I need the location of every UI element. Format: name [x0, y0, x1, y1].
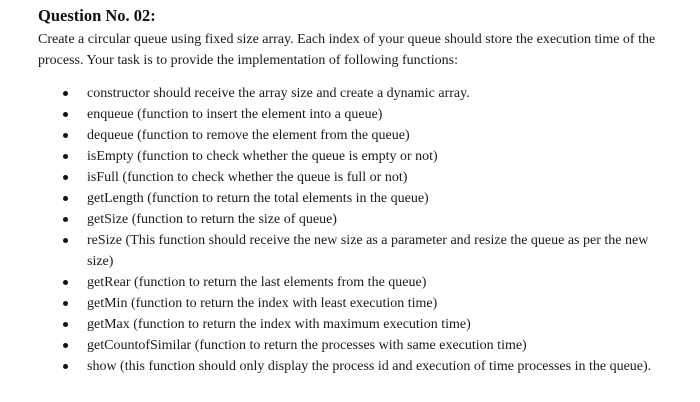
bullet-icon	[63, 196, 68, 201]
list-item	[38, 335, 654, 356]
list-item	[38, 230, 654, 272]
list-item-text: getSize (function to return the size of queue)	[87, 212, 337, 227]
bullet-icon	[63, 322, 68, 327]
list-item-text: reSize (This function should receive the new size as a parameter and resize the queue as per the new size)	[87, 233, 649, 269]
list-item	[38, 314, 654, 335]
list-item-text: isFull (function to check whether the queue is full or not)	[87, 170, 408, 185]
list-item	[38, 146, 654, 167]
bullet-icon	[63, 112, 68, 117]
bullet-icon	[63, 343, 68, 348]
question-heading: Question No. 02:	[38, 6, 156, 25]
list-item-text: getRear (function to return the last elements from the queue)	[87, 275, 427, 290]
list-item-text: getCountofSimilar (function to return the processes with same execution time)	[87, 338, 527, 353]
bullet-icon	[63, 154, 68, 159]
list-item	[38, 293, 654, 314]
list-item	[38, 83, 654, 104]
list-item	[38, 167, 654, 188]
list-item	[38, 188, 654, 209]
question-intro: Create a circular queue using fixed size array. Each index of your queue should store the execution time of the process. Your task is to provide the implementation of following functions:	[38, 32, 656, 68]
list-item-text: show (this function should only display the process id and execution of time processes in the queue).	[87, 359, 652, 374]
list-item	[38, 104, 654, 125]
list-item-text: getMax (function to return the index with maximum execution time)	[87, 317, 471, 332]
bullet-icon	[63, 91, 68, 96]
list-item	[38, 209, 654, 230]
list-item-text: isEmpty (function to check whether the queue is empty or not)	[87, 149, 438, 164]
function-list	[38, 83, 670, 377]
bullet-icon	[63, 238, 68, 243]
list-item-text: dequeue (function to remove the element from the queue)	[87, 128, 410, 143]
list-item-text: getMin (function to return the index with least execution time)	[87, 296, 438, 311]
list-item	[38, 272, 654, 293]
bullet-icon	[63, 217, 68, 222]
bullet-icon	[63, 301, 68, 306]
list-item	[38, 356, 654, 377]
list-item-text: constructor should receive the array size and create a dynamic array.	[87, 86, 470, 101]
bullet-icon	[63, 175, 68, 180]
list-item-text: getLength (function to return the total elements in the queue)	[87, 191, 429, 206]
list-item	[38, 125, 654, 146]
bullet-icon	[63, 280, 68, 285]
bullet-icon	[63, 133, 68, 138]
bullet-icon	[63, 364, 68, 369]
list-item-text: enqueue (function to insert the element into a queue)	[87, 107, 383, 122]
